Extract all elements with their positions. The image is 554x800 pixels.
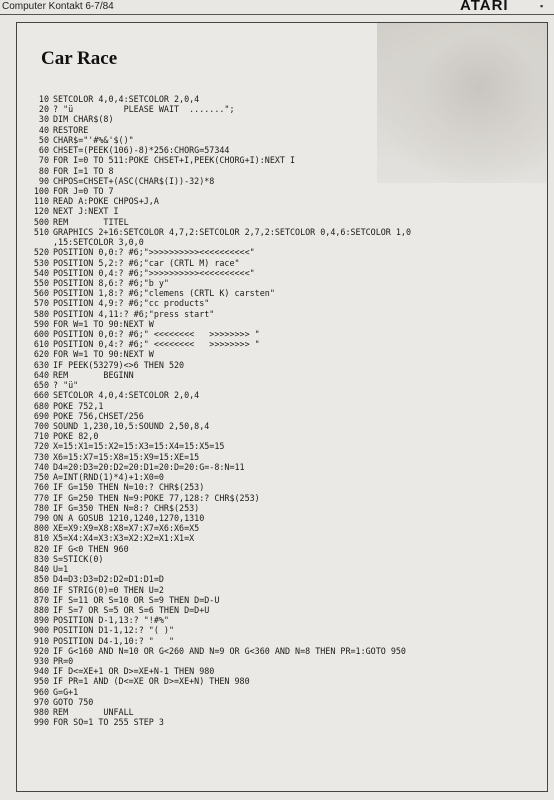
- line-code: IF G=350 THEN N=8:? CHR$(253): [53, 502, 200, 513]
- line-code: POSITION D-1,13:? "!#%": [53, 615, 169, 626]
- line-code: X6=15:X7=15:X8=15:X9=15:XE=15: [53, 451, 200, 462]
- code-line: [19, 462, 547, 472]
- line-number: 110: [33, 196, 49, 207]
- line-code: FOR W=1 TO 90:NEXT W: [53, 318, 154, 329]
- line-code: POSITION 1,8:? #6;"clemens (CRTL K) carsten": [53, 288, 275, 299]
- code-line: [19, 564, 547, 574]
- code-line: [19, 666, 547, 676]
- line-code: POSITION D1-1,12:? "( )": [53, 625, 175, 636]
- listing-box: [16, 22, 548, 792]
- magazine-issue: Computer Kontakt 6-7/84: [2, 1, 114, 12]
- code-line: [19, 237, 547, 247]
- line-code: REM TITEL: [53, 216, 129, 227]
- line-number: 970: [33, 696, 49, 707]
- article-title: Car Race: [41, 48, 118, 69]
- line-code: POKE 752,1: [53, 400, 104, 411]
- code-line: [19, 646, 547, 656]
- line-code: G=G+1: [53, 686, 79, 697]
- code-line: [19, 390, 547, 400]
- code-line: [19, 401, 547, 411]
- code-line: [19, 533, 547, 543]
- line-number: 520: [33, 247, 49, 258]
- code-line: [19, 145, 547, 155]
- line-code: IF PR=1 AND (D<=XE OR D>=XE+N) THEN 980: [53, 676, 250, 687]
- code-line: [19, 227, 547, 237]
- line-number: 590: [33, 318, 49, 329]
- code-line: [19, 707, 547, 717]
- line-number: 610: [33, 339, 49, 350]
- code-line: [19, 513, 547, 523]
- code-line: [19, 656, 547, 666]
- code-line: [19, 493, 547, 503]
- line-number: 750: [33, 472, 49, 483]
- line-number: 780: [33, 502, 49, 513]
- line-number: 710: [33, 431, 49, 442]
- line-number: 60: [38, 145, 49, 156]
- line-code: DIM CHAR$(8): [53, 114, 114, 125]
- code-line: [19, 339, 547, 349]
- code-line: [19, 135, 547, 145]
- code-line: [19, 329, 547, 339]
- line-number: 960: [33, 686, 49, 697]
- code-line: [19, 615, 547, 625]
- line-number: 530: [33, 257, 49, 268]
- line-number: 660: [33, 390, 49, 401]
- line-code: A=INT(RND(1)*4)+1:X0=0: [53, 472, 164, 483]
- line-code: IF G<160 AND N=10 OR G<260 AND N=9 OR G<360 AND N=8 THEN PR=1:GOTO 950: [53, 645, 406, 656]
- line-code: READ A:POKE CHPOS+J,A: [53, 196, 159, 207]
- line-number: 850: [33, 574, 49, 585]
- code-line: [19, 544, 547, 554]
- code-line: [19, 636, 547, 646]
- line-code: RESTORE: [53, 124, 89, 135]
- line-code: IF PEEK(53279)<>6 THEN 520: [53, 359, 185, 370]
- code-line: [19, 482, 547, 492]
- line-code: ? "ü": [53, 380, 79, 391]
- line-number: 940: [33, 666, 49, 677]
- line-code: POSITION 4,11:? #6;"press start": [53, 308, 215, 319]
- line-code: FOR J=0 TO 7: [53, 185, 114, 196]
- line-number: 840: [33, 564, 49, 575]
- line-code: IF D<=XE+1 OR D>=XE+N-1 THEN 980: [53, 666, 215, 677]
- line-number: 10: [38, 94, 49, 104]
- line-code: X=15:X1=15:X2=15:X3=15:X4=15:X5=15: [53, 441, 225, 452]
- line-number: 40: [38, 124, 49, 135]
- code-line: [19, 247, 547, 257]
- line-number: 730: [33, 451, 49, 462]
- code-line: [19, 166, 547, 176]
- line-number: 870: [33, 594, 49, 605]
- line-code: CHAR$="'#%&'$()": [53, 134, 134, 145]
- code-line: [19, 697, 547, 707]
- page-mark: ▪: [540, 1, 544, 11]
- line-code: ? "ü PLEASE WAIT .......";: [53, 104, 235, 115]
- line-code: POSITION 8,6:? #6;"b y": [53, 277, 169, 288]
- code-line: [19, 217, 547, 227]
- line-number: 700: [33, 421, 49, 431]
- line-code: GOTO 750: [53, 696, 94, 707]
- code-line: [19, 298, 547, 308]
- line-code: GRAPHICS 2+16:SETCOLOR 4,7,2:SETCOLOR 2,7,2:SETCOLOR 0,4,6:SETCOLOR 1,0: [53, 226, 411, 237]
- code-line: [19, 431, 547, 441]
- line-number: 620: [33, 349, 49, 360]
- line-number: 630: [33, 359, 49, 370]
- line-number: 570: [33, 298, 49, 309]
- code-line: [19, 595, 547, 605]
- line-code: FOR I=0 TO 511:POKE CHSET+I,PEEK(CHORG+I):NEXT I: [53, 155, 296, 166]
- line-code: REM UNFALL: [53, 707, 134, 718]
- code-line: [19, 585, 547, 595]
- line-number: 720: [33, 441, 49, 452]
- line-number: 800: [33, 523, 49, 534]
- line-code: IF G=250 THEN N=9:POKE 77,128:? CHR$(253): [53, 492, 260, 503]
- line-code: POKE 82,0: [53, 431, 99, 442]
- page-header: [0, 0, 554, 15]
- code-line: [19, 104, 547, 114]
- line-code: SETCOLOR 4,0,4:SETCOLOR 2,0,4: [53, 390, 200, 401]
- code-line: [19, 206, 547, 216]
- line-number: 790: [33, 512, 49, 523]
- line-number: 740: [33, 461, 49, 472]
- line-code: IF STRIG(0)=0 THEN U=2: [53, 584, 164, 595]
- line-number: 600: [33, 329, 49, 340]
- line-code: FOR W=1 TO 90:NEXT W: [53, 349, 154, 360]
- line-number: 550: [33, 277, 49, 288]
- code-line: [19, 114, 547, 124]
- line-code: POSITION 0,4:? #6;">>>>>>>>>><<<<<<<<<<": [53, 267, 255, 278]
- line-number: 540: [33, 267, 49, 278]
- code-line: [19, 452, 547, 462]
- code-line: [19, 554, 547, 564]
- line-number: 930: [33, 656, 49, 667]
- line-code: D4=D3:D3=D2:D2=D1:D1=D: [53, 574, 164, 585]
- line-number: 80: [38, 165, 49, 176]
- code-line: [19, 125, 547, 135]
- line-number: 510: [33, 226, 49, 237]
- line-number: 860: [33, 584, 49, 595]
- line-number: 900: [33, 625, 49, 636]
- line-code: POSITION 0,0:? #6;" <<<<<<<< >>>>>>>> ": [53, 329, 260, 340]
- line-number: 580: [33, 308, 49, 319]
- code-line: [19, 319, 547, 329]
- line-number: 770: [33, 492, 49, 503]
- code-line: [19, 360, 547, 370]
- line-number: 640: [33, 369, 49, 380]
- code-line: [19, 441, 547, 451]
- line-number: 830: [33, 553, 49, 564]
- code-line: [19, 574, 547, 584]
- line-code: CHSET=(PEEK(106)-8)*256:CHORG=57344: [53, 145, 230, 156]
- line-code: IF G<0 THEN 960: [53, 543, 129, 554]
- line-code: REM BEGINN: [53, 369, 134, 380]
- line-number: 20: [38, 104, 49, 115]
- line-code: IF G=150 THEN N=10:? CHR$(253): [53, 482, 205, 493]
- line-number: 820: [33, 543, 49, 554]
- line-code: SOUND 1,230,10,5:SOUND 2,50,8,4: [53, 421, 210, 431]
- line-code: X5=X4:X4=X3:X3=X2:X2=X1:X1=X: [53, 533, 195, 544]
- line-code: IF S=11 OR S=10 OR S=9 THEN D=D-U: [53, 594, 220, 605]
- line-code: POSITION 4,9:? #6;"cc products": [53, 298, 210, 309]
- code-line: [19, 421, 547, 431]
- line-number: 880: [33, 604, 49, 615]
- line-code: XE=X9:X9=X8:X8=X7:X7=X6:X6=X5: [53, 523, 200, 534]
- line-number: 990: [33, 717, 49, 728]
- line-code: NEXT J:NEXT I: [53, 206, 119, 217]
- code-line: [19, 196, 547, 206]
- code-line: [19, 687, 547, 697]
- line-number: 680: [33, 400, 49, 411]
- line-number: 980: [33, 707, 49, 718]
- code-line: [19, 523, 547, 533]
- code-line: [19, 155, 547, 165]
- code-line: [19, 411, 547, 421]
- code-line: [19, 258, 547, 268]
- line-code: POKE 756,CHSET/256: [53, 410, 144, 421]
- line-code: SETCOLOR 4,0,4:SETCOLOR 2,0,4: [53, 94, 200, 104]
- line-code: POSITION 0,0:? #6;">>>>>>>>>><<<<<<<<<<": [53, 247, 255, 258]
- line-number: 760: [33, 482, 49, 493]
- line-number: 90: [38, 175, 49, 186]
- line-number: 30: [38, 114, 49, 125]
- code-line: [19, 380, 547, 390]
- line-number: 950: [33, 676, 49, 687]
- line-code: FOR I=1 TO 8: [53, 165, 114, 176]
- code-line: [19, 676, 547, 686]
- line-number: 810: [33, 533, 49, 544]
- code-line: [19, 370, 547, 380]
- line-code: U=1: [53, 564, 69, 575]
- line-code: D4=20:D3=20:D2=20:D1=20:D=20:G=-8:N=11: [53, 461, 245, 472]
- line-code: PR=0: [53, 656, 74, 667]
- line-code: POSITION 5,2:? #6;"car (CRTL M) race": [53, 257, 240, 268]
- code-line: [19, 176, 547, 186]
- line-number: 910: [33, 635, 49, 646]
- code-line: [19, 472, 547, 482]
- line-number: 890: [33, 615, 49, 626]
- line-code: CHPOS=CHSET+(ASC(CHAR$(I))-32)*8: [53, 175, 215, 186]
- line-number: 560: [33, 288, 49, 299]
- line-number: 920: [33, 645, 49, 656]
- line-number: 50: [38, 134, 49, 145]
- line-number: 70: [38, 155, 49, 166]
- code-line: [19, 186, 547, 196]
- line-code: FOR SO=1 TO 255 STEP 3: [53, 717, 164, 728]
- code-line: [19, 717, 547, 727]
- code-line: [19, 349, 547, 359]
- line-number: 120: [33, 206, 49, 217]
- line-code: POSITION 0,4:? #6;" <<<<<<<< >>>>>>>> ": [53, 339, 260, 350]
- code-line: [19, 503, 547, 513]
- code-line: [19, 288, 547, 298]
- code-line: [19, 278, 547, 288]
- program-listing: [19, 94, 547, 728]
- code-line: [19, 625, 547, 635]
- line-code: S=STICK(0): [53, 553, 104, 564]
- line-number: 650: [33, 380, 49, 391]
- line-number: 500: [33, 216, 49, 227]
- line-code: POSITION D4-1,10:? " ": [53, 635, 175, 646]
- line-number: 100: [33, 185, 49, 196]
- code-line: [19, 309, 547, 319]
- line-code: ,15:SETCOLOR 3,0,0: [53, 237, 144, 248]
- brand-logo: ATARI: [460, 0, 509, 14]
- line-code: ON A GOSUB 1210,1240,1270,1310: [53, 512, 205, 523]
- code-line: [19, 268, 547, 278]
- code-line: [19, 605, 547, 615]
- line-code: IF S=7 OR S=5 OR S=6 THEN D=D+U: [53, 604, 210, 615]
- code-line: [19, 94, 547, 104]
- line-number: 690: [33, 410, 49, 421]
